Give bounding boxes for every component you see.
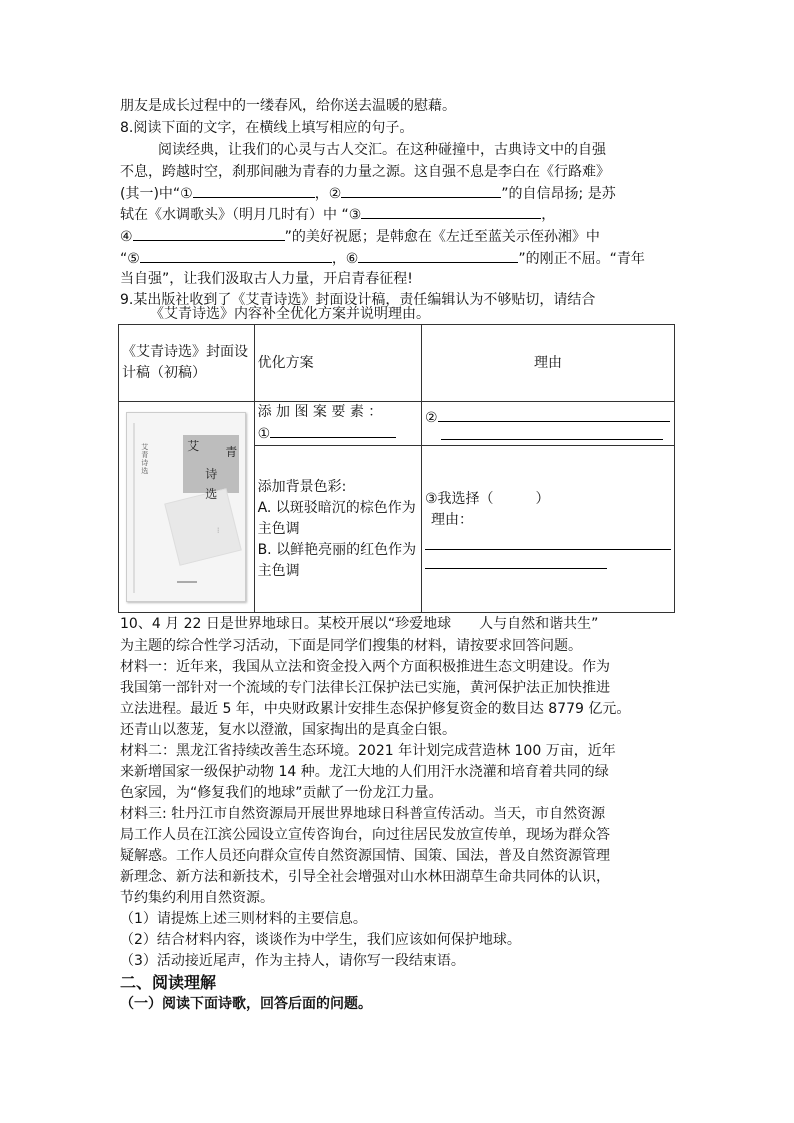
material-3: 局工作人员在江滨公园设立宣传咨询台，向过往居民发放宣传单，现场为群众答 [120,827,610,843]
fill-line [120,204,680,226]
answer-blank-1[interactable] [193,183,315,198]
material-3: 节约集约利用自然资源。 [120,890,274,906]
reason-cell-pattern [422,402,675,446]
material-2: 材料二：黑龙江省持续改善生态环境。2021 年计划完成营造林 100 万亩，近年 [120,743,616,759]
cover-char: 诗 [205,467,218,481]
option-b: B. 以鲜艳亮丽的红色作为主色调 [257,541,417,579]
header-label: 优化方案 [257,354,314,371]
text-segment: ，② [314,186,342,202]
answer-line[interactable] [425,568,607,569]
text-line: 朋友是成长过程中的一缕春风，给你送去温暖的慰藉。 [120,98,456,114]
header-label: 理由 [534,354,562,371]
material-3: 疑解惑。工作人员还向群众宣传自然资源国情、国策、国法，普及自然资源管理 [120,848,610,864]
material-1: 立法进程。最近 5 年，中央财政累计安排生态保护修复资金的数目达 8779 亿元。 [120,701,631,717]
answer-line[interactable] [425,549,671,550]
cover-image-cell [119,402,255,613]
fill-line [120,183,680,205]
section-title: 二、阅读理解 [120,973,217,992]
plan-text: 添 加 图 案 要 素 ： [257,404,383,420]
question-10-title: 10、4 月 22 日是世界地球日。某校开展以“珍爱地球 人与自然和谐共生” [120,616,599,632]
answer-line[interactable] [441,439,663,440]
text-line: 不息，跨越时空，刹那间融为青春的力量之源。这自强不息是李白在《行路难》 [120,164,610,180]
answer-blank-5[interactable] [140,248,332,263]
material-1: 还青山以葱茏，复水以澄澈，国家掏出的是真金白银。 [120,722,456,738]
sub-question-3: （3）活动接近尾声，作为主持人，请你写一段结束语。 [120,953,465,969]
text-segment: ”的美好祝愿；是韩愈在《左迁至蓝关示侄孙湘》中 [284,229,600,245]
text-segment: “⑤ [120,251,140,267]
answer-blank-2[interactable] [341,183,501,198]
cover-char: 选 [205,487,218,501]
choice-text: ③我选择（ ） [425,491,550,507]
cover-spine-title: 艾青诗选 [141,443,149,475]
text-segment: 轼在《水调歌头》（明月几时有）中 “③ [120,207,362,223]
cover-char: 艾 [187,439,200,453]
material-2: 色家园，为“修复我们的地球”贡献了一份龙江力量。 [120,785,443,801]
option-a: A. 以斑驳暗沉的棕色作为主色调 [257,499,416,537]
reason-text: ② [425,410,438,426]
material-1: 材料一：近年来，我国从立法和资金投入两个方面积极推进生态文明建设。作为 [120,659,610,675]
answer-blank-6[interactable] [358,248,518,263]
reason-label: 理由： [431,512,473,528]
header-cell-design [119,325,255,402]
material-2: 来新增国家一级保护动物 14 种。龙江大地的人们用汗水浇灌和培育着共同的绿 [120,764,609,780]
text-line: 为主题的综合性学习活动，下面是同学们搜集的材料，请按要求回答问题。 [120,638,582,654]
fill-line [120,248,680,270]
header-cell-reason [422,325,675,402]
text-segment: ，⑥ [331,251,359,267]
cover-design-table [118,324,675,613]
header-label: 《艾青诗选》封面设计稿（初稿） [122,344,248,381]
answer-blank-3[interactable] [361,204,541,219]
text-segment: ④ [120,229,133,245]
text-segment: (其一)中“① [120,186,193,202]
answer-blank-reason-2[interactable] [438,407,670,422]
header-cell-plan [254,325,421,402]
text-line: 《艾青诗选》内容补全优化方案并说明理由。 [150,306,430,322]
question-9-title: 9.某出版社收到了《艾青诗选》封面设计稿，责任编辑认为不够贴切，请结合 [120,292,596,308]
sub-question-1: （1）请提炼上述三则材料的主要信息。 [120,911,367,927]
text-segment: ”的刚正不屈。“青年 [518,251,645,267]
fill-line [120,226,680,248]
answer-blank-plan-1[interactable] [270,423,396,438]
material-1: 我国第一部针对一个流域的专门法律长江保护法已实施，黄河保护法正加快推进 [120,680,610,696]
answer-blank-4[interactable] [133,226,285,241]
book-cover-image: 艾青诗选 艾 青 诗 选 ⋮ [126,412,246,602]
plan-text: 添加背景色彩: [257,478,347,495]
plan-text: ① [257,426,271,442]
text-segment: ”的自信昂扬; 是苏 [501,186,616,202]
material-3: 材料三: 牡丹江市自然资源局开展世界地球日科普宣传活动。当天，市自然资源 [120,806,606,822]
text-line: 当自强”，让我们汲取古人力量，开启青春征程! [120,271,413,287]
question-8-title: 8.阅读下面的文字，在横线上填写相应的句子。 [120,120,414,136]
reason-cell-color [422,446,675,613]
section-subtitle: （一）阅读下面诗歌，回答后面的问题。 [120,996,372,1012]
cover-light-block [164,488,242,566]
plan-cell-pattern [254,402,421,446]
text-line: 阅读经典，让我们的心灵与古人交汇。在这种碰撞中，古典诗文中的自强 [158,142,606,158]
sub-question-2: （2）结合材料内容，谈谈作为中学生，我们应该如何保护地球。 [120,932,521,948]
cover-char: 青 [225,445,238,459]
plan-cell-color [254,446,421,613]
material-3: 新理念、新方法和新技术，引导全社会增强对山水林田湖草生命共同体的认识， [120,869,610,885]
text-segment: ， [541,207,556,223]
